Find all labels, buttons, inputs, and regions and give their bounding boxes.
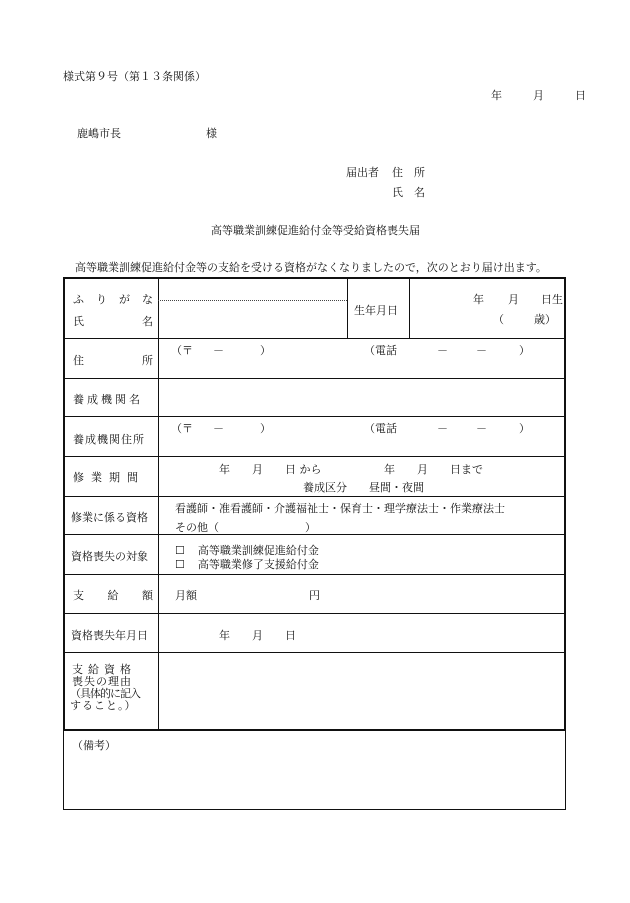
- target-option-2[interactable]: ☐ 高等職業修了支援給付金: [175, 558, 319, 571]
- reason-label: 支給資格 喪失の理由 （具体的に記入 すること。）: [70, 663, 140, 712]
- remarks-box[interactable]: [63, 731, 566, 810]
- qualification-label: 修業に係る資格: [71, 511, 148, 524]
- age-field[interactable]: （ 歳）: [493, 313, 556, 326]
- checkbox-icon[interactable]: ☐: [175, 558, 185, 571]
- amount-label: 支 給 額: [73, 589, 153, 602]
- furigana-label: ふ り が な: [73, 293, 153, 306]
- checkbox-icon[interactable]: ☐: [175, 544, 185, 557]
- reason-input[interactable]: [161, 655, 561, 729]
- applicant-address-label: 住 所: [392, 166, 425, 179]
- loss-date-field[interactable]: 年 月 日: [219, 629, 296, 642]
- target-option-1[interactable]: ☐ 高等職業訓練促進給付金: [175, 544, 319, 557]
- remarks-label: （備考）: [72, 739, 116, 752]
- qualification-list[interactable]: 看護師・准看護師・介護福祉士・保育士・理学療法士・作業療法士: [175, 502, 505, 515]
- period-from-field[interactable]: 年 月 日 から: [219, 463, 322, 476]
- page-title: 高等職業訓練促進給付金等受給資格喪失届: [211, 224, 420, 237]
- form-number: 様式第９号（第１３条関係）: [63, 70, 206, 83]
- phone-field[interactable]: （電話 － － ）: [364, 344, 530, 357]
- name-input[interactable]: [161, 302, 345, 336]
- address-label: 住 所: [73, 354, 153, 367]
- applicant-name-label: 氏 名: [392, 186, 425, 199]
- course-type[interactable]: 養成区分 昼間・夜間: [303, 481, 424, 494]
- period-label: 修業期間: [73, 471, 145, 484]
- school-name-input[interactable]: [161, 380, 561, 414]
- furigana-input[interactable]: [161, 281, 345, 299]
- header-date: 年 月 日: [491, 89, 586, 102]
- applicant-label: 届出者: [346, 166, 379, 179]
- school-name-label: 養成機関名: [73, 393, 143, 406]
- loss-date-label: 資格喪失年月日: [71, 629, 148, 642]
- intro-text: 高等職業訓練促進給付金等の支給を受ける資格がなくなりましたので，次のとおり届け出ます。: [75, 261, 547, 274]
- birth-date-field[interactable]: 年 月 日生: [473, 293, 563, 306]
- target-label: 資格喪失の対象: [71, 550, 148, 563]
- school-address-field[interactable]: （〒 － ）: [171, 422, 271, 435]
- school-address-label: 養成機関住所: [73, 433, 145, 446]
- amount-field[interactable]: 月額 円: [175, 589, 320, 602]
- recipient: 鹿嶋市長: [77, 127, 121, 140]
- address-field[interactable]: （〒 － ）: [171, 344, 271, 357]
- birth-date-label: 生年月日: [354, 304, 398, 317]
- school-phone-field[interactable]: （電話 － － ）: [364, 422, 530, 435]
- honorific: 様: [206, 127, 217, 140]
- period-to-field[interactable]: 年 月 日まで: [384, 463, 483, 476]
- form-table: [63, 277, 566, 731]
- qualification-other[interactable]: その他（ ）: [175, 521, 316, 534]
- name-label: 氏 名: [73, 315, 153, 328]
